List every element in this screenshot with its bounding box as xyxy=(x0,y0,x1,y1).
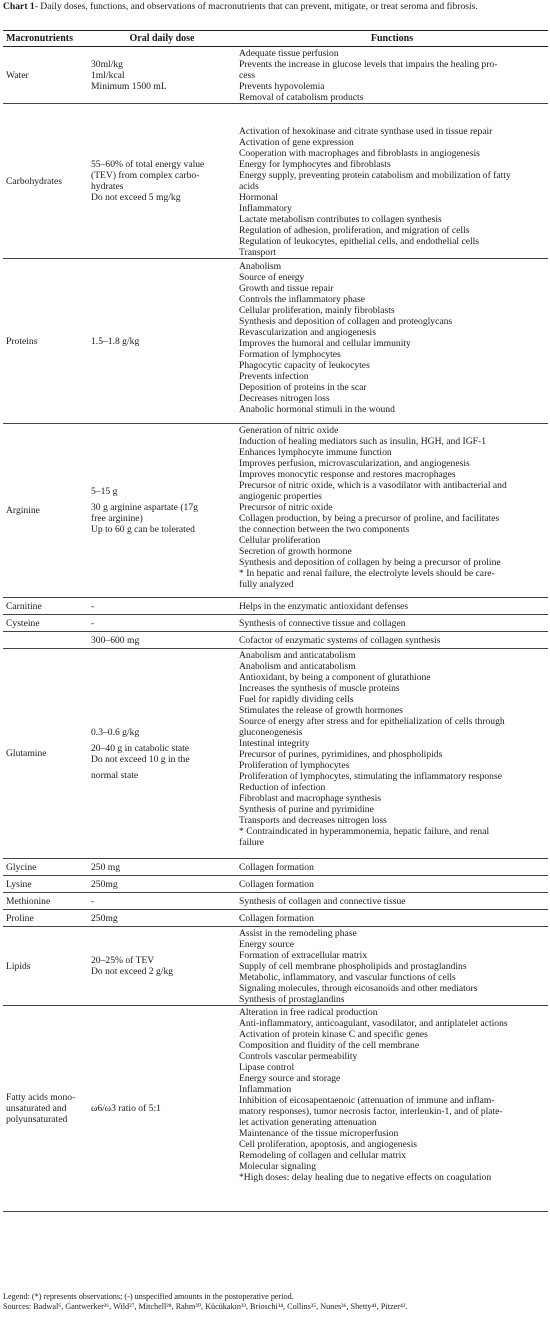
function-item: Adequate tissue perfusion xyxy=(239,48,339,59)
function-item: angiogenic properties xyxy=(239,491,322,502)
dose-line: 1.5–1.8 g/kg xyxy=(91,335,140,347)
table-row xyxy=(3,615,548,632)
table-row xyxy=(3,1006,548,1212)
function-item: * Contraindicated in hyperammonemia, hepatic failure, and renal xyxy=(239,826,490,837)
table-row xyxy=(3,859,548,876)
header-dose: Oral daily dose xyxy=(88,31,236,47)
function-item: acids xyxy=(239,181,259,192)
dose-line: Do not exceed 5 mg/kg xyxy=(91,192,181,203)
function-item: Inhibition of eicosapentaenoic (attenuation of immune and inflam- xyxy=(239,1095,495,1106)
macronutrient-name: Proline xyxy=(3,910,88,927)
macronutrient-name: Glutamine xyxy=(3,649,88,859)
functions-cell xyxy=(236,1006,548,1212)
dose-line: - xyxy=(91,617,95,629)
function-item: Formation of extracellular matrix xyxy=(239,950,368,961)
dose-line: 250 mg xyxy=(91,861,121,873)
function-item: * In hepatic and renal failure, the electrolyte levels should be care- xyxy=(239,568,495,579)
function-item: Enhances lymphocyte immune function xyxy=(239,447,392,458)
function-item: Phagocytic capacity of leukocytes xyxy=(239,360,370,371)
function-item: Proliferation of lymphocytes, stimulating the inflammatory response xyxy=(239,771,502,782)
functions-cell xyxy=(236,893,548,910)
oral-daily-dose xyxy=(88,893,236,910)
macronutrient-name: Carnitine xyxy=(3,598,88,615)
function-item: Removal of catabolism products xyxy=(239,92,364,103)
dose-line: Up to 60 g can be tolerated xyxy=(91,524,195,535)
function-item: Molecular signaling xyxy=(239,1161,316,1172)
dose-line: 250mg xyxy=(91,912,118,924)
function-item: Cooperation with macrophages and fibroblasts in angiogenesis xyxy=(239,148,480,159)
sources-text: Sources: Badwal⁶, Gantwerker²⁶, Wild²⁷, Mitchell²⁸, Rahm³⁰, Kücükakın³³, Brioschi³⁴, Collins³⁵, Nunes³⁶, Shetty⁴¹, Pitzer⁴². xyxy=(3,1302,408,1311)
function-item: Inflammation xyxy=(239,1084,292,1095)
function-item: Regulation of adhesion, proliferation, and migration of cells xyxy=(239,225,470,236)
function-item: Inflammatory xyxy=(239,203,292,214)
function-item: Proliferation of lymphocytes xyxy=(239,760,350,771)
function-item: Synthesis and deposition of collagen and proteoglycans xyxy=(239,316,453,327)
function-item: Activation of gene expression xyxy=(239,137,354,148)
function-item: Collagen formation xyxy=(239,912,314,924)
dose-line: 30ml/kg xyxy=(91,58,123,70)
function-item: Precursor of nitric oxide xyxy=(239,502,333,513)
legend-text: Legend: (*) represents observations; (-) unspecified amounts in the postoperative period. xyxy=(3,1292,294,1301)
function-item: Collagen formation xyxy=(239,878,314,890)
table-row xyxy=(3,47,548,104)
dose-line: - xyxy=(91,895,95,907)
dose-line: 250mg xyxy=(91,878,118,890)
macronutrient-name-line: Fatty acids mono- xyxy=(6,1092,76,1103)
oral-daily-dose xyxy=(88,259,236,424)
function-item: Anti-inflammatory, anticoagulant, vasodilator, and antiplatelet actions xyxy=(239,1018,508,1029)
function-item: Increases the synthesis of muscle proteins xyxy=(239,683,400,694)
function-item: Anabolism and anticatabolism xyxy=(239,661,356,672)
functions-cell xyxy=(236,649,548,859)
function-item: Source of energy xyxy=(239,272,305,283)
function-item: Deposition of proteins in the scar xyxy=(239,382,367,393)
table-caption xyxy=(3,1,547,12)
dose-line: (TEV) from complex carbo- xyxy=(91,170,200,181)
function-item: Energy source and storage xyxy=(239,1073,341,1084)
dose-line: hydrates xyxy=(91,181,124,192)
function-item: Decreases nitrogen loss xyxy=(239,393,330,404)
dose-line: Do not exceed 2 g/kg xyxy=(91,966,174,977)
function-item: Collagen production, by being a precursor of proline, and facilitates xyxy=(239,513,500,524)
dose-line: - xyxy=(91,600,95,612)
macronutrient-name: Glycine xyxy=(3,859,88,876)
function-item: Remodeling of collagen and cellular matrix xyxy=(239,1150,407,1161)
function-item: Signaling molecules, through eicosanoids and other mediators xyxy=(239,983,478,994)
function-item: Regulation of leukocytes, epithelial cells, and endothelial cells xyxy=(239,236,480,247)
function-item: Energy source xyxy=(239,939,294,950)
macronutrient-name-line: polyunsaturated xyxy=(6,1114,68,1125)
functions-cell xyxy=(236,859,548,876)
function-item: Reduction of infection xyxy=(239,782,326,793)
functions-cell xyxy=(236,876,548,893)
oral-daily-dose xyxy=(88,859,236,876)
function-item: Maintenance of the tissue microperfusion xyxy=(239,1128,399,1139)
functions-cell xyxy=(236,598,548,615)
table-row xyxy=(3,910,548,927)
macronutrient-name xyxy=(3,632,88,649)
function-item: Fuel for rapidly dividing cells xyxy=(239,694,354,705)
macronutrient-name: Cysteine xyxy=(3,615,88,632)
caption-text: - Daily doses, functions, and observations of macronutrients that can prevent, mitigate, or treat seroma and fibrosis. xyxy=(34,1,478,12)
function-item: fully analyzed xyxy=(239,579,294,590)
function-item: Improves perfusion, microvascularization, and angiogenesis xyxy=(239,458,470,469)
function-item: *High doses: delay healing due to negative effects on coagulation xyxy=(239,1172,492,1183)
dose-line: 0.3–0.6 g/kg xyxy=(91,726,140,738)
oral-daily-dose xyxy=(88,910,236,927)
function-item: Cofactor of enzymatic systems of collagen synthesis xyxy=(239,634,441,646)
function-item: Improves the humoral and cellular immunity xyxy=(239,338,411,349)
function-item: Fibroblast and macrophage synthesis xyxy=(239,793,382,804)
table-row xyxy=(3,632,548,649)
header-row xyxy=(3,31,548,47)
function-item: Supply of cell membrane phospholipids and prostaglandins xyxy=(239,961,467,972)
table-row xyxy=(3,649,548,859)
dose-line: free arginine) xyxy=(91,513,143,524)
oral-daily-dose xyxy=(88,649,236,859)
macronutrient-name: Water xyxy=(3,47,88,104)
function-item: Activation of protein kinase C and specific genes xyxy=(239,1029,428,1040)
oral-daily-dose xyxy=(88,615,236,632)
functions-cell xyxy=(236,259,548,424)
function-item: let activation generating attenuation xyxy=(239,1117,377,1128)
function-item: Anabolism xyxy=(239,261,282,272)
functions-cell xyxy=(236,47,548,104)
function-item: cess xyxy=(239,70,255,81)
macronutrient-name: Carbohydrates xyxy=(3,104,88,259)
function-item: Precursor of purines, pyrimidines, and phospholipids xyxy=(239,749,443,760)
function-item: Hormonal xyxy=(239,192,278,203)
oral-daily-dose xyxy=(88,1006,236,1212)
oral-daily-dose xyxy=(88,876,236,893)
oral-daily-dose xyxy=(88,47,236,104)
dose-line: Minimum 1500 mL xyxy=(91,80,167,92)
function-item: Synthesis of collagen and connective tissue xyxy=(239,895,406,907)
table-row xyxy=(3,259,548,424)
macronutrient-name: Lipids xyxy=(3,927,88,1006)
dose-line: Do not exceed 10 g in the xyxy=(91,753,190,765)
function-item: Cellular proliferation xyxy=(239,535,321,546)
functions-cell xyxy=(236,104,548,259)
function-item: Stimulates the release of growth hormones xyxy=(239,705,403,716)
function-item: Transports and decreases nitrogen loss xyxy=(239,815,387,826)
macronutrients-table xyxy=(3,30,548,1212)
dose-line: 55–60% of total energy value xyxy=(91,159,205,170)
function-item: Revascularization and angiogenesis xyxy=(239,327,376,338)
function-item: Synthesis of prostaglandins xyxy=(239,994,345,1005)
function-item: Formation of lymphocytes xyxy=(239,349,341,360)
function-item: Energy supply, preventing protein catabolism and mobilization of fatty xyxy=(239,170,511,181)
caption-label: Chart 1 xyxy=(3,1,35,12)
header-macronutrients: Macronutrients xyxy=(3,31,88,47)
function-item: Cellular proliferation, mainly fibroblasts xyxy=(239,305,395,316)
function-item: Prevents hypovolemia xyxy=(239,81,325,92)
macronutrient-name: Arginine xyxy=(3,424,88,598)
function-item: failure xyxy=(239,837,265,848)
macronutrient-name: Methionine xyxy=(3,893,88,910)
function-item: Lipase control xyxy=(239,1062,295,1073)
function-item: Source of energy after stress and for epithelialization of cells through xyxy=(239,716,505,727)
oral-daily-dose xyxy=(88,424,236,598)
dose-line: ω6/ω3 ratio of 5:1 xyxy=(91,1103,161,1114)
function-item: Collagen formation xyxy=(239,861,314,873)
function-item: the connection between the two components xyxy=(239,524,410,535)
dose-line: 300–600 mg xyxy=(91,634,140,646)
function-item: Precursor of nitric oxide, which is a vasodilator with antibacterial and xyxy=(239,480,507,491)
function-item: Alteration in free radical production xyxy=(239,1007,378,1018)
function-item: Activation of hexokinase and citrate synthase used in tissue repair xyxy=(239,126,493,137)
function-item: Growth and tissue repair xyxy=(239,283,334,294)
function-item: Helps in the enzymatic antioxidant defenses xyxy=(239,600,409,612)
table-row xyxy=(3,598,548,615)
function-item: gluconeogenesis xyxy=(239,727,303,738)
function-item: Cell proliferation, apoptosis, and angiogenesis xyxy=(239,1139,417,1150)
function-item: matory responses), tumor necrosis factor, interleukin-1, and of plate- xyxy=(239,1106,503,1117)
macronutrient-name xyxy=(3,1006,88,1212)
function-item: Assist in the remodeling phase xyxy=(239,928,357,939)
function-item: Controls vascular permeability xyxy=(239,1051,358,1062)
functions-cell xyxy=(236,927,548,1006)
function-item: Synthesis and deposition of collagen by being a precursor of proline xyxy=(239,557,501,568)
function-item: Induction of healing mediators such as insulin, HGH, and IGF-1 xyxy=(239,436,486,447)
functions-cell xyxy=(236,424,548,598)
functions-cell xyxy=(236,632,548,649)
oral-daily-dose xyxy=(88,632,236,649)
table-row xyxy=(3,893,548,910)
oral-daily-dose xyxy=(88,104,236,259)
dose-line: 5–15 g xyxy=(91,486,118,497)
function-item: Secretion of growth hormone xyxy=(239,546,352,557)
dose-line: normal state xyxy=(91,769,139,781)
oral-daily-dose xyxy=(88,927,236,1006)
function-item: Lactate metabolism contributes to collagen synthesis xyxy=(239,214,442,225)
header-functions: Functions xyxy=(236,31,548,47)
function-item: Synthesis of purine and pyrimidine xyxy=(239,804,374,815)
function-item: Composition and fluidity of the cell membrane xyxy=(239,1040,420,1051)
dose-line: 30 g arginine aspartate (17g xyxy=(91,502,198,513)
function-item: Controls the inflammatory phase xyxy=(239,294,366,305)
function-item: Anabolic hormonal stimuli in the wound xyxy=(239,404,395,415)
function-item: Prevents infection xyxy=(239,371,309,382)
function-item: Transport xyxy=(239,247,276,258)
macronutrient-name: Proteins xyxy=(3,259,88,424)
function-item: Synthesis of connective tissue and collagen xyxy=(239,617,406,629)
dose-line: 20–25% of TEV xyxy=(91,955,155,966)
function-item: Energy for lymphocytes and fibroblasts xyxy=(239,159,391,170)
dose-line: 1ml/kcal xyxy=(91,69,125,81)
function-item: Antioxidant, by being a component of glutathione xyxy=(239,672,431,683)
dose-line: 20–40 g in catabolic state xyxy=(91,742,190,754)
table-row xyxy=(3,104,548,259)
function-item: Intestinal integrity xyxy=(239,738,310,749)
function-item: Anabolism and anticatabolism xyxy=(239,650,356,661)
function-item: Metabolic, inflammatory, and vascular functions of cells xyxy=(239,972,456,983)
table-row xyxy=(3,927,548,1006)
function-item: Generation of nitric oxide xyxy=(239,425,339,436)
functions-cell xyxy=(236,910,548,927)
function-item: Improves monocytic response and restores macrophages xyxy=(239,469,456,480)
table-row xyxy=(3,424,548,598)
table-legend xyxy=(3,1292,547,1312)
table-row xyxy=(3,876,548,893)
macronutrient-name: Lysine xyxy=(3,876,88,893)
functions-cell xyxy=(236,615,548,632)
function-item: Prevents the increase in glucose levels that impairs the healing pro- xyxy=(239,59,498,70)
macronutrient-name-line: unsaturated and xyxy=(6,1103,67,1114)
oral-daily-dose xyxy=(88,598,236,615)
